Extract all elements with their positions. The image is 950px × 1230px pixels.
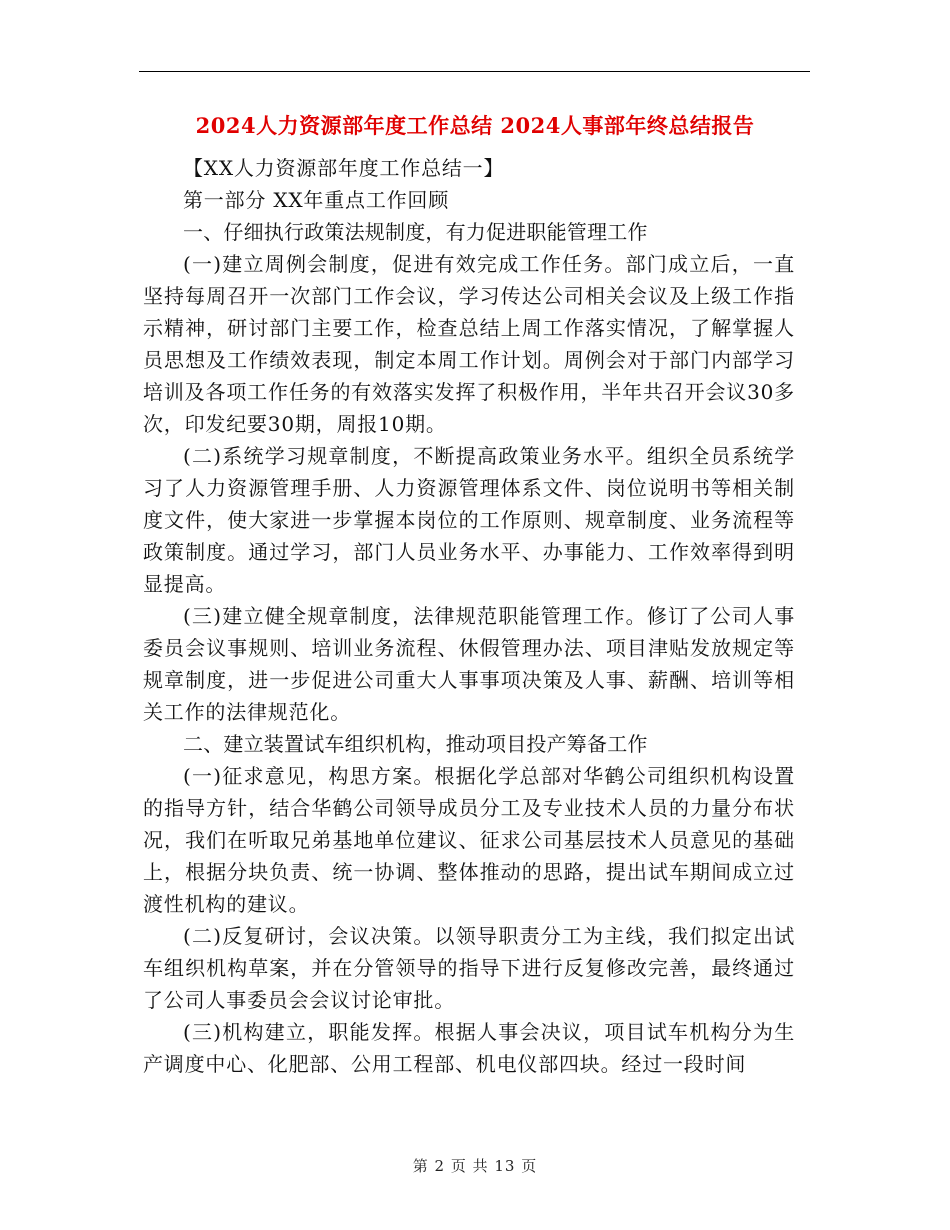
section-heading: 【XX人力资源部年度工作总结一】 [183, 156, 505, 180]
paragraph-2-1: (一)征求意见，构思方案。根据化学总部对华鹤公司组织机构设置的指导方针，结合华鹤公司领导成员分工及专业技术人员的力量分布状况，我们在听取兄弟基地单位建议、征求公司基层技术人员意见的基础上，根据分块负责、统一协调、整体推动的思路，提出试车期间成立过渡性机构的建议。 [143, 764, 795, 916]
document-title: 2024人力资源部年度工作总结 2024人事部年终总结报告 [195, 113, 755, 138]
subheading-2: 二、建立装置试车组织机构，推动项目投产筹备工作 [183, 732, 648, 756]
paragraph-2-2: (二)反复研讨，会议决策。以领导职责分工为主线，我们拟定出试车组织机构草案，并在分管领导的指导下进行反复修改完善，最终通过了公司人事委员会会议讨论审批。 [143, 924, 795, 1012]
page-number-footer: 第 2 页 共 13 页 [412, 1157, 538, 1175]
subheading-1: 一、仔细执行政策法规制度，有力促进职能管理工作 [183, 220, 648, 244]
paragraph-1-2: (二)系统学习规章制度，不断提高政策业务水平。组织全员系统学习了人力资源管理手册、人力资源管理体系文件、岗位说明书等相关制度文件，使大家进一步掌握本岗位的工作原则、规章制度、业务流程等政策制度。通过学习，部门人员业务水平、办事能力、工作效率得到明显提高。 [143, 444, 795, 596]
paragraph-1-1: (一)建立周例会制度，促进有效完成工作任务。部门成立后，一直坚持每周召开一次部门工作会议，学习传达公司相关会议及上级工作指示精神，研讨部门主要工作，检查总结上周工作落实情况，了解掌握人员思想及工作绩效表现，制定本周工作计划。周例会对于部门内部学习培训及各项工作任务的有效落实发挥了积极作用，半年共召开会议30多次，印发纪要30期，周报10期。 [143, 252, 795, 436]
header-rule [139, 71, 810, 72]
paragraph-2-3: (三)机构建立，职能发挥。根据人事会决议，项目试车机构分为生产调度中心、化肥部、公用工程部、机电仪部四块。经过一段时间 [143, 1020, 795, 1076]
document-body [143, 152, 795, 1080]
paragraph-1-3: (三)建立健全规章制度，法律规范职能管理工作。修订了公司人事委员会议事规则、培训业务流程、休假管理办法、项目津贴发放规定等规章制度，进一步促进公司重大人事事项决策及人事、薪酬、培训等相关工作的法律规范化。 [143, 604, 795, 724]
part-heading: 第一部分 XX年重点工作回顾 [183, 188, 450, 212]
